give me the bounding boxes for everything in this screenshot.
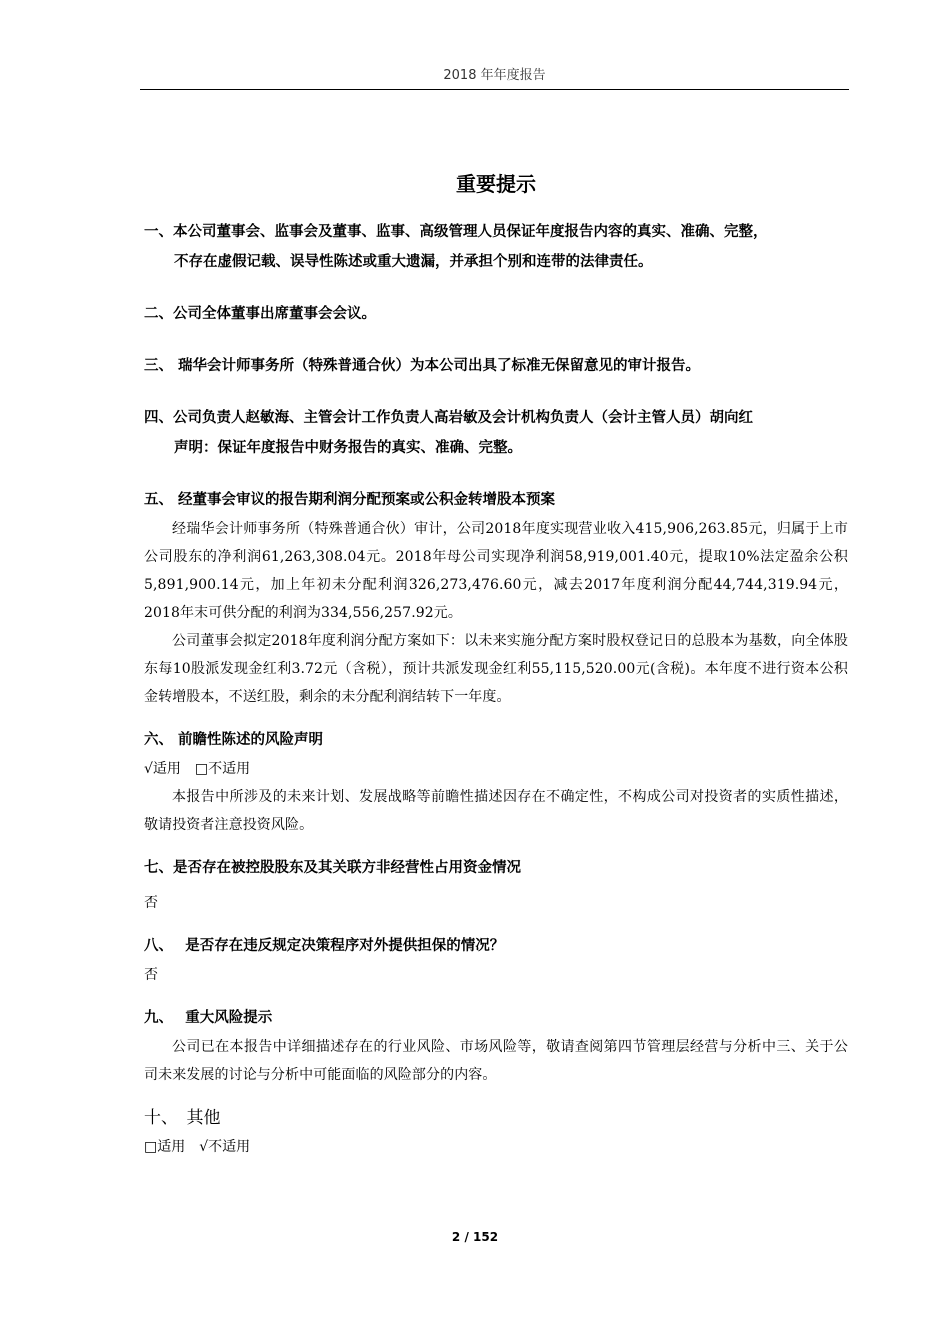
section-4-heading [144, 403, 848, 463]
section-10-heading: 十、 其他 [144, 1108, 221, 1128]
section-7-answer: 否 [144, 895, 158, 911]
document-body [144, 168, 848, 1161]
section-1-line-1: 一、本公司董事会、监事会及董事、监事、高级管理人员保证年度报告内容的真实、准确、完整， [144, 224, 768, 240]
section-3-heading: 三、 瑞华会计师事务所（特殊普通合伙）为本公司出具了标准无保留意见的审计报告。 [144, 358, 701, 374]
section-8-answer: 否 [144, 967, 158, 983]
section-5-paragraph-2: 公司董事会拟定2018年度利润分配方案如下：以未来实施分配方案时股权登记日的总股本为基数，向全体股东每10股派发现金红利3.72元（含税），预计共派发现金红利55,115,520.00元(含税)。本年度不进行资本公积金转增股本，不送红股，剩余的未分配利润结转下一年度。 [144, 633, 848, 705]
section-9-heading: 九、 重大风险提示 [144, 1010, 273, 1026]
section-6-paragraph: 本报告中所涉及的未来计划、发展战略等前瞻性描述因存在不确定性，不构成公司对投资者的实质性描述，敬请投资者注意投资风险。 [144, 789, 848, 833]
section-1-heading [144, 217, 848, 277]
section-4-line-2: 声明：保证年度报告中财务报告的真实、准确、完整。 [174, 440, 522, 456]
section-10-applicability: □适用 √不适用 [144, 1139, 251, 1155]
section-5-heading: 五、 经董事会审议的报告期利润分配预案或公积金转增股本预案 [144, 492, 556, 508]
section-9-paragraph: 公司已在本报告中详细描述存在的行业风险、市场风险等，敬请查阅第四节管理层经营与分析中三、关于公司未来发展的讨论与分析中可能面临的风险部分的内容。 [144, 1039, 848, 1083]
section-1-line-2: 不存在虚假记载、误导性陈述或重大遗漏，并承担个别和连带的法律责任。 [174, 254, 653, 270]
section-5-paragraph-1: 经瑞华会计师事务所（特殊普通合伙）审计，公司2018年度实现营业收入415,906,263.85元，归属于上市公司股东的净利润61,263,308.04元。2018年母公司实现净利润58,919,001.40元，提取10%法定盈余公积5,891,900.14元，加上年初未分配利润326,273,476.60元，减去2017年度利润分配44,744,319.94元，2018年末可供分配的利润为334,556,257.92元。 [144, 521, 848, 621]
page-title: 重要提示 [456, 172, 536, 196]
section-4-line-1: 四、公司负责人赵敏海、主管会计工作负责人高岩敏及会计机构负责人（会计主管人员）胡向红 [144, 410, 753, 426]
section-6-applicability: √适用 □不适用 [144, 761, 251, 777]
section-7-heading: 七、是否存在被控股股东及其关联方非经营性占用资金情况 [144, 860, 521, 876]
section-2-heading: 二、公司全体董事出席董事会会议。 [144, 306, 376, 322]
section-8-heading: 八、 是否存在违反规定决策程序对外提供担保的情况？ [144, 938, 505, 954]
section-6-heading: 六、 前瞻性陈述的风险声明 [144, 732, 324, 748]
page-number: 2 / 152 [451, 1230, 499, 1244]
page-header: 2018 年年度报告 [140, 64, 849, 90]
